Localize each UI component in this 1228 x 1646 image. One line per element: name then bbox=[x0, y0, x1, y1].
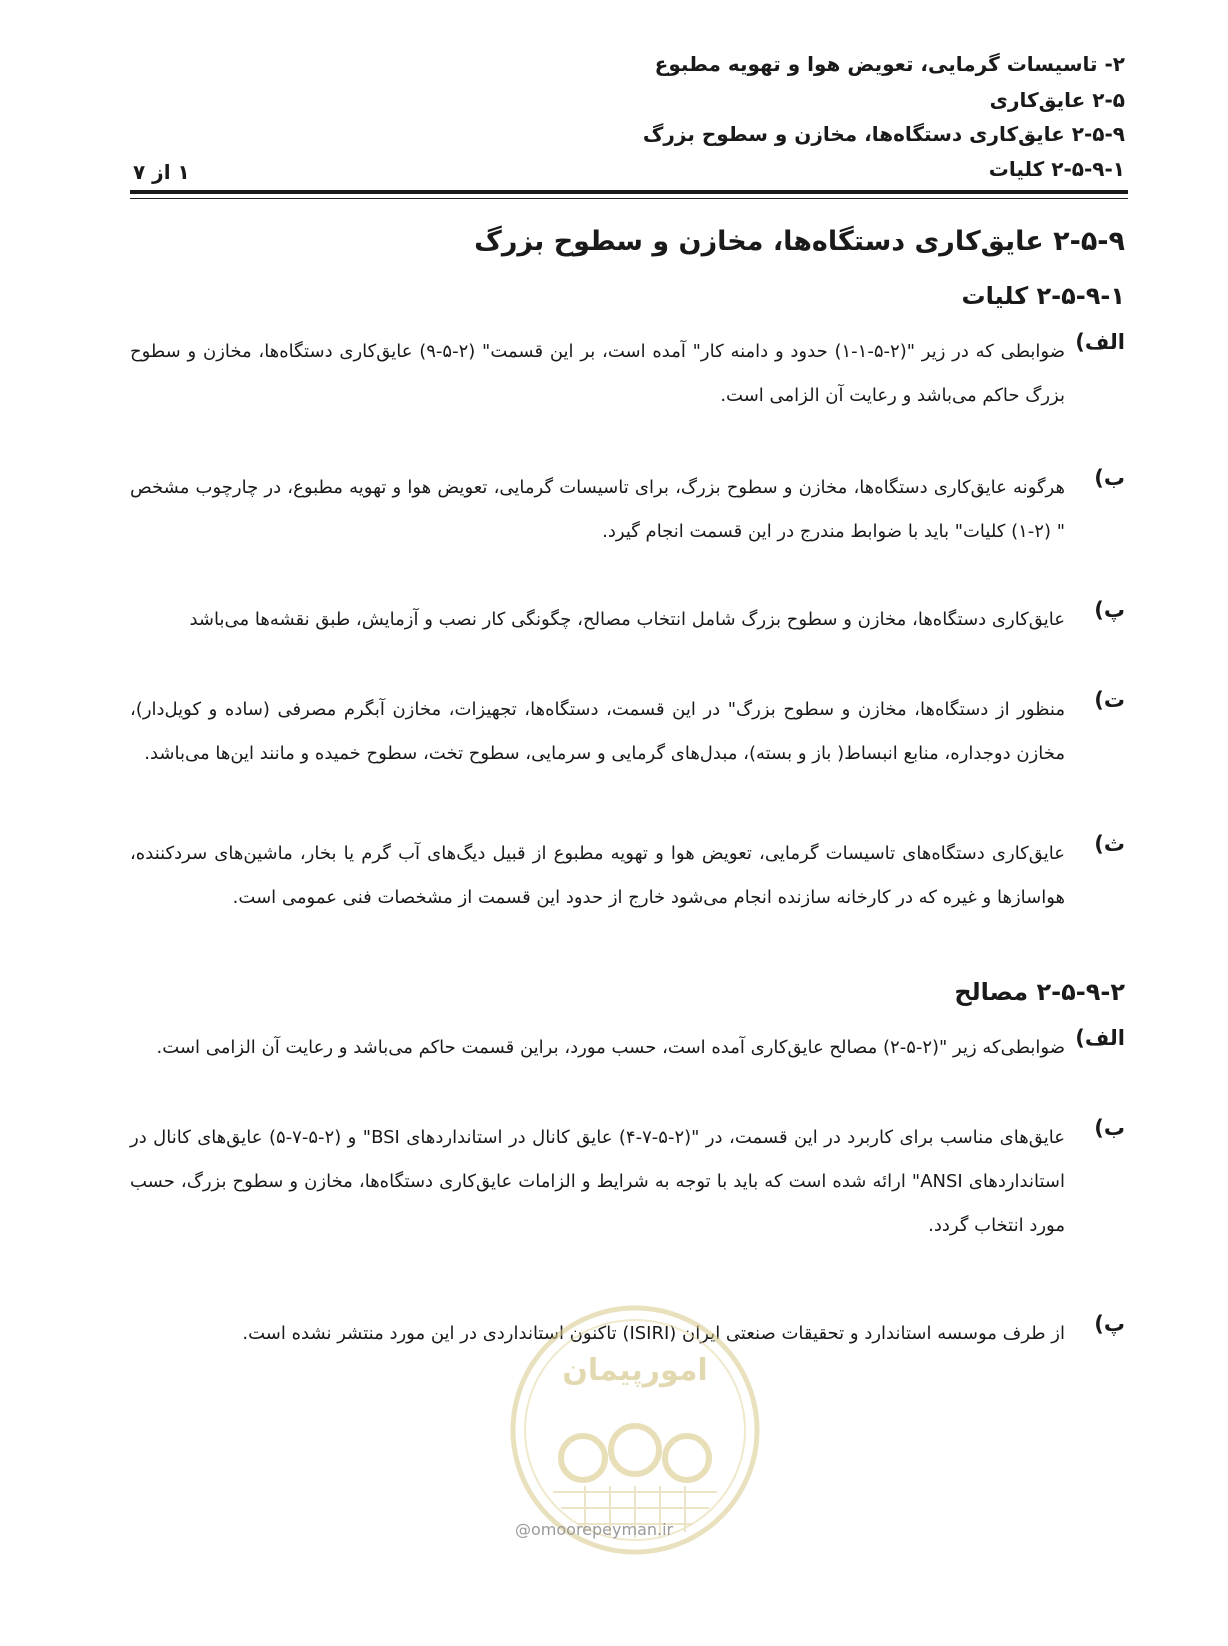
list-text: منظور از دستگاه‌ها، مخازن و سطوح بزرگ" در این قسمت، دستگاه‌ها، تجهیزات، مخازن آبگرم مصرفی (ساده و کویل‌دار)، مخازن دوجداره، منابع انبساط( باز و بسته)، مبدل‌های گرمایی و سرمایی، سطوح تخت، سطوح خمیده و مانند این‌ها می‌باشد. bbox=[130, 699, 1065, 764]
header-line-2: ۲-۵ عایق‌کاری bbox=[989, 88, 1125, 112]
list-text: عایق‌کاری دستگاه‌ها، مخازن و سطوح بزرگ شامل انتخاب مصالح، چگونگی کار نصب و آزمایش، طبق نقشه‌ها می‌باشد bbox=[189, 609, 1065, 630]
list-item bbox=[130, 1026, 1125, 1070]
list-marker: ث) bbox=[1094, 832, 1125, 856]
list-text: عایق‌کاری دستگاه‌های تاسیسات گرمایی، تعویض هوا و تهویه مطبوع از قبیل دیگ‌های آب گرم یا بخار، ماشین‌های سردکننده، هواسازها و غیره که در کارخانه سازنده انجام می‌شود خارج از حدود این قسمت از مشخصات فنی عمومی است. bbox=[130, 843, 1065, 908]
list-item bbox=[130, 466, 1125, 554]
list-text: ضوابطی که در زیر "(۲-۵-۱-۱) حدود و دامنه کار" آمده است، بر این قسمت" (۲-۵-۹) عایق‌کاری دستگاه‌ها، مخازن و سطوح بزرگ حاکم می‌باشد و رعایت آن الزامی است. bbox=[130, 341, 1065, 406]
list-marker: ت) bbox=[1094, 688, 1125, 712]
list-marker: الف) bbox=[1075, 1026, 1125, 1050]
list-item bbox=[130, 688, 1125, 776]
list-marker: ب) bbox=[1094, 466, 1125, 490]
list-marker: ب) bbox=[1094, 1116, 1125, 1140]
page-indicator: ۱ از ۷ bbox=[133, 160, 190, 184]
list-item bbox=[130, 832, 1125, 920]
list-text: از طرف موسسه استاندارد و تحقیقات صنعتی ایران (ISIRI) تاکنون استانداردی در این مورد منتشر نشده است. bbox=[242, 1323, 1065, 1344]
list-text: ضوابطی‌که زیر "(۲-۵-۲) مصالح عایق‌کاری آمده است، حسب مورد، براین قسمت حاکم می‌باشد و رعایت آن الزامی است. bbox=[156, 1037, 1065, 1058]
list-text: هرگونه عایق‌کاری دستگاه‌ها، مخازن و سطوح بزرگ، برای تاسیسات گرمایی، تعویض هوا و تهویه مطبوع، در چارچوب مشخص " (۲-۱) کلیات" باید با ضوابط مندرج در این قسمت انجام گیرد. bbox=[130, 477, 1065, 542]
header-rule-thick bbox=[130, 190, 1128, 194]
list-marker: الف) bbox=[1075, 330, 1125, 354]
list-marker: پ) bbox=[1094, 598, 1125, 622]
list-text: عایق‌های مناسب برای کاربرد در این قسمت، در "(۲-۵-۷-۴) عایق کانال در استانداردهای BSI" و (۲-۵-۷-۵) عایق‌های کانال در استانداردهای ANSI" ارائه شده است که باید با توجه به شرایط و الزامات عایق‌کاری دستگاه‌ها، مخازن و سطوح بزرگ، حسب مورد انتخاب گردد. bbox=[130, 1127, 1066, 1236]
subsection-title-materials: ۲-۵-۹-۲ مصالح bbox=[954, 978, 1125, 1006]
header-rule-thin bbox=[130, 198, 1128, 199]
list-item bbox=[130, 330, 1125, 418]
watermark-logo-text: امورپیمان bbox=[562, 1353, 708, 1388]
watermark-url: @omoorepeyman.ir bbox=[515, 1520, 674, 1539]
list-item bbox=[130, 1116, 1125, 1248]
list-marker: پ) bbox=[1094, 1312, 1125, 1336]
header-line-4: ۲-۵-۹-۱ کلیات bbox=[988, 157, 1125, 181]
header-line-1: ۲- تاسیسات گرمایی، تعویض هوا و تهویه مطبوع bbox=[654, 52, 1125, 76]
subsection-title-general: ۲-۵-۹-۱ کلیات bbox=[961, 282, 1125, 310]
list-item bbox=[130, 598, 1125, 642]
header-line-3: ۲-۵-۹ عایق‌کاری دستگاه‌ها، مخازن و سطوح بزرگ bbox=[642, 122, 1125, 146]
gear-icon bbox=[561, 1426, 709, 1480]
section-title: ۲-۵-۹ عایق‌کاری دستگاه‌ها، مخازن و سطوح بزرگ bbox=[474, 226, 1125, 257]
